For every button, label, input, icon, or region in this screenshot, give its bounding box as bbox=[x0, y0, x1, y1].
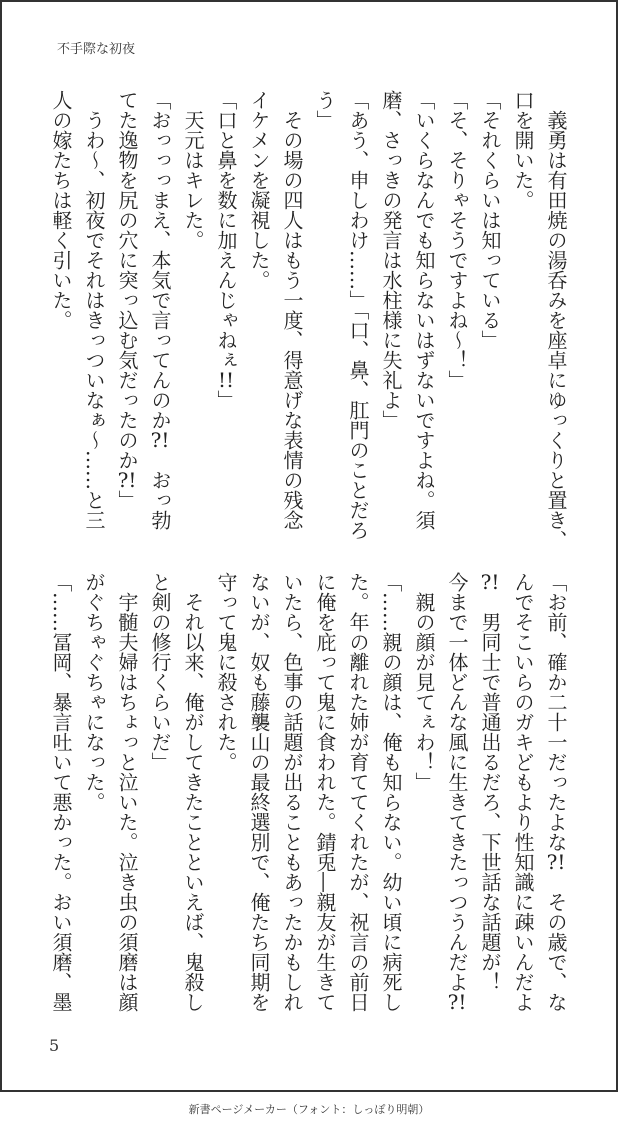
text-column: それ以来、俺がしてきたことといえば、鬼殺し bbox=[181, 572, 205, 1012]
text-column: 親の顔が見てぇわ！」 bbox=[412, 572, 436, 792]
tate-chu-yoko: ?! bbox=[447, 992, 467, 1012]
text-column: 「あう、申しわけ……」「口、鼻、肛門のことだろ bbox=[346, 90, 370, 540]
text-column: 人の嫁たちは軽く引いた。 bbox=[49, 90, 73, 330]
page-number: 5 bbox=[49, 1036, 60, 1055]
text-column: 天元はキレた。 bbox=[181, 90, 205, 250]
text-column: と剣の修行くらいだ」 bbox=[148, 572, 172, 772]
text-column: 「それくらいは知っている」 bbox=[478, 90, 502, 350]
text-column: 「いくらなんでも知らないはずないですよね。須 bbox=[412, 90, 436, 530]
text-column: その場の四人はもう一度、得意げな表情の残念 bbox=[280, 90, 304, 530]
tate-chu-yoko: ?! bbox=[117, 470, 137, 490]
text-column: た。年の離れた姉が育ててくれたが、祝言の前日 bbox=[346, 572, 370, 1012]
text-column: 「お前、確か二十一だったよな?! その歳で、な bbox=[544, 572, 568, 1012]
text-column: てた逸物を尻の穴に突っ込む気だったのか?!」 bbox=[115, 90, 139, 510]
text-column: 「そ、そりゃそうですよね〜！」 bbox=[445, 90, 469, 390]
text-column: いたら、色事の話題が出ることもあったかもしれ bbox=[280, 572, 304, 1012]
text-column: 守って鬼に殺された。 bbox=[214, 572, 238, 772]
text-block-lower bbox=[44, 572, 572, 1020]
text-column: ?! 男同士で普通出るだろ、下世話な話題が！ bbox=[478, 572, 502, 992]
text-column: イケメンを凝視した。 bbox=[247, 90, 271, 290]
text-column: 「……冨岡、暴言吐いて悪かった。おい須磨、墨 bbox=[49, 572, 73, 1012]
text-column: 磨、さっきの発言は水柱様に失礼よ」 bbox=[379, 90, 403, 430]
text-column: 宇髄夫婦はちょっと泣いた。泣き虫の須磨は顔 bbox=[115, 572, 139, 1012]
text-column: に俺を庇って鬼に食われた。錆兎―親友が生きて bbox=[313, 572, 337, 1012]
text-column: がぐちゃぐちゃになった。 bbox=[82, 572, 106, 812]
text-column: 「……親の顔は、俺も知らない。幼い頃に病死し bbox=[379, 572, 403, 1012]
text-column: 義勇は有田焼の湯呑みを座卓にゆっくりと置き、 bbox=[544, 90, 568, 550]
text-column: う」 bbox=[313, 90, 337, 130]
tate-chu-yoko: ?! bbox=[480, 572, 500, 592]
text-block-upper bbox=[44, 90, 572, 550]
tate-chu-yoko: ?! bbox=[150, 430, 170, 450]
text-column: んでそこいらのガキどもより性知識に疎いんだよ bbox=[511, 572, 535, 1012]
text-column: 「おっっっまえ、本気で言ってんのか?! おっ勃 bbox=[148, 90, 172, 530]
running-header-title: 不手際な初夜 bbox=[57, 42, 136, 57]
text-column: 口を開いた。 bbox=[511, 90, 535, 210]
footer-caption: 新書ページメーカー（フォント：しっぽり明朝） bbox=[188, 1103, 430, 1116]
text-column: うわ〜、初夜でそれはきっついなぁ〜……と三 bbox=[82, 90, 106, 530]
tate-chu-yoko: ?! bbox=[546, 852, 566, 872]
text-column: 今まで一体どんな風に生きてきたっつうんだよ?! bbox=[445, 572, 469, 1012]
text-column: ないが、奴も藤襲山の最終選別で、俺たち同期を bbox=[247, 572, 271, 1012]
tate-chu-yoko: !! bbox=[217, 370, 235, 390]
text-column: 「口と鼻を数に加えんじゃねぇ!!」 bbox=[214, 90, 238, 410]
